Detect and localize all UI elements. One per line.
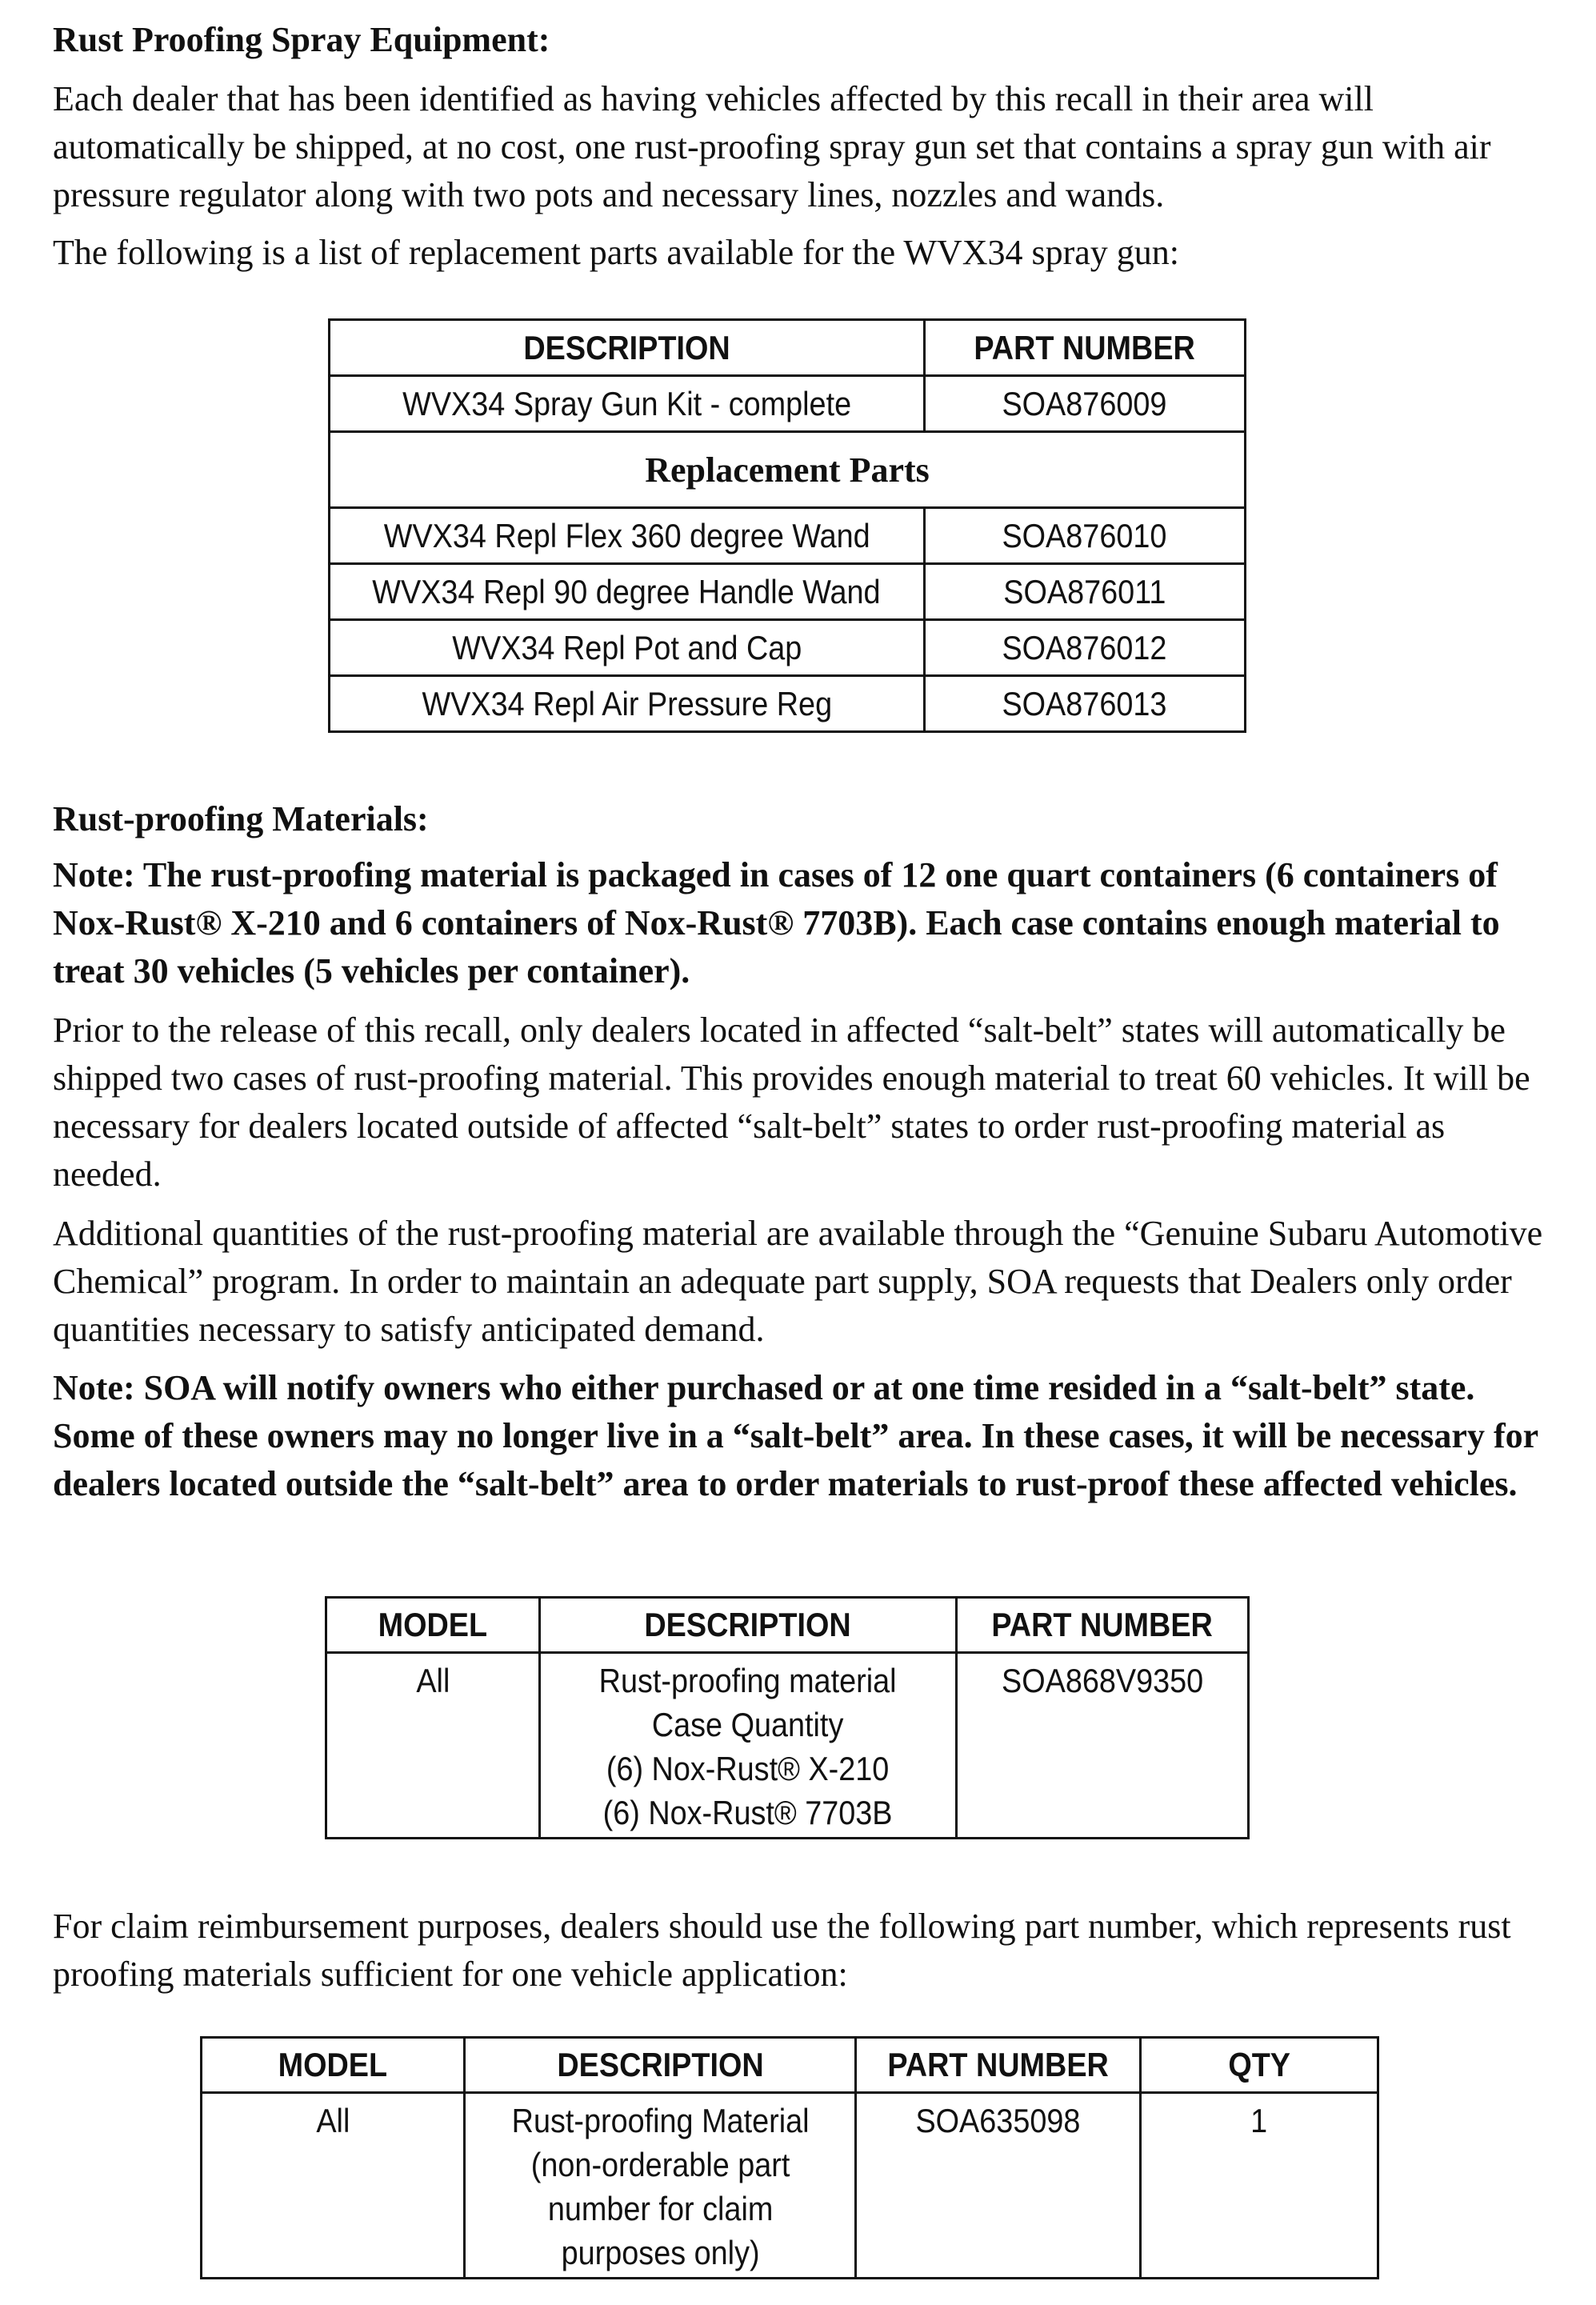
claim-reimbursement-paragraph: For claim reimbursement purposes, dealers should use the following part number, which represents rust proofing materials sufficient for one vehicle application: <box>53 1907 1511 1994</box>
materials-case-table <box>325 1596 1250 1839</box>
table-row <box>330 376 1246 432</box>
column-header-description: DESCRIPTION <box>465 2038 856 2093</box>
description-cell <box>540 1653 956 1839</box>
table-header-row <box>202 2038 1378 2093</box>
column-header-part-number: PART NUMBER <box>856 2038 1140 2093</box>
claim-part-table <box>200 2036 1379 2279</box>
column-header-description: DESCRIPTION <box>540 1598 956 1653</box>
part-description: WVX34 Repl Flex 360 degree Wand <box>330 508 925 564</box>
table-row <box>330 676 1246 732</box>
kit-part-number: SOA876009 <box>924 376 1245 432</box>
description-line: purposes only) <box>561 2234 760 2271</box>
replacement-parts-subheading: Replacement Parts <box>330 432 1246 508</box>
table-header-row <box>330 320 1246 376</box>
part-number: SOA876013 <box>924 676 1245 732</box>
table-row <box>326 1653 1249 1839</box>
table-header-row <box>326 1598 1249 1653</box>
description-line: number for claim <box>547 2190 774 2227</box>
spray-equipment-heading: Rust Proofing Spray Equipment: <box>53 20 550 59</box>
owner-notification-note: Note: SOA will notify owners who either purchased or at one time resided in a “salt-belt” state. Some of these owners may no longer live in a “salt-belt” area. In these cases, it will be necessary for dealers located outside the “salt-belt” area to order materials to rust-proof these affected vehicles. <box>53 1368 1538 1503</box>
description-cell <box>465 2093 856 2279</box>
spray-gun-parts-table <box>328 318 1246 733</box>
part-description: WVX34 Repl 90 degree Handle Wand <box>330 564 925 620</box>
column-header-part-number: PART NUMBER <box>956 1598 1248 1653</box>
additional-quantities-paragraph: Additional quantities of the rust-proofing material are available through the “Genuine Subaru Automotive Chemical” program. In order to maintain an adequate part supply, SOA requests that Dealers only order quantities necessary to satisfy anticipated demand. <box>53 1214 1543 1349</box>
part-number-cell: SOA868V9350 <box>956 1653 1248 1839</box>
part-description: WVX34 Repl Pot and Cap <box>330 620 925 676</box>
column-header-model: MODEL <box>202 2038 465 2093</box>
materials-note: Note: The rust-proofing material is packaged in cases of 12 one quart containers (6 containers of Nox-Rust® X-210 and 6 containers of Nox-Rust® 7703B). Each case contains enough material to treat 30 vehicles (5 vehicles per container). <box>53 855 1500 990</box>
kit-description: WVX34 Spray Gun Kit - complete <box>330 376 925 432</box>
table-row <box>202 2093 1378 2279</box>
part-description: WVX34 Repl Air Pressure Reg <box>330 676 925 732</box>
replacement-parts-subheading-row <box>330 432 1246 508</box>
description-line: Rust-proofing material <box>598 1662 897 1699</box>
materials-shipping-paragraph: Prior to the release of this recall, only dealers located in affected “salt-belt” states will automatically be shipped two cases of rust-proofing material. This provides enough material to treat 60 vehicles. It will be necessary for dealers located outside of affected “salt-belt” states to order rust-proofing material as needed. <box>53 1010 1530 1194</box>
model-cell: All <box>326 1653 540 1839</box>
model-cell: All <box>202 2093 465 2279</box>
qty-cell: 1 <box>1140 2093 1378 2279</box>
replacement-parts-intro: The following is a list of replacement parts available for the WVX34 spray gun: <box>53 233 1179 272</box>
part-number-cell: SOA635098 <box>856 2093 1140 2279</box>
part-number: SOA876010 <box>924 508 1245 564</box>
table-row <box>330 508 1246 564</box>
description-line: Case Quantity <box>652 1706 844 1743</box>
description-line: (6) Nox-Rust® 7703B <box>602 1794 893 1831</box>
column-header-part-number: PART NUMBER <box>924 320 1245 376</box>
materials-heading: Rust-proofing Materials: <box>53 799 429 838</box>
description-line: (non-orderable part <box>530 2146 790 2183</box>
description-line: (6) Nox-Rust® X-210 <box>606 1750 890 1787</box>
table-row <box>330 620 1246 676</box>
column-header-description: DESCRIPTION <box>330 320 925 376</box>
spray-equipment-paragraph: Each dealer that has been identified as having vehicles affected by this recall in their area will automatically be shipped, at no cost, one rust-proofing spray gun set that contains a spray gun with air pressure regulator along with two pots and necessary lines, nozzles and wands. <box>53 79 1491 214</box>
column-header-model: MODEL <box>326 1598 540 1653</box>
table-row <box>330 564 1246 620</box>
part-number: SOA876012 <box>924 620 1245 676</box>
part-number: SOA876011 <box>924 564 1245 620</box>
description-line: Rust-proofing Material <box>511 2102 810 2139</box>
column-header-qty: QTY <box>1140 2038 1378 2093</box>
